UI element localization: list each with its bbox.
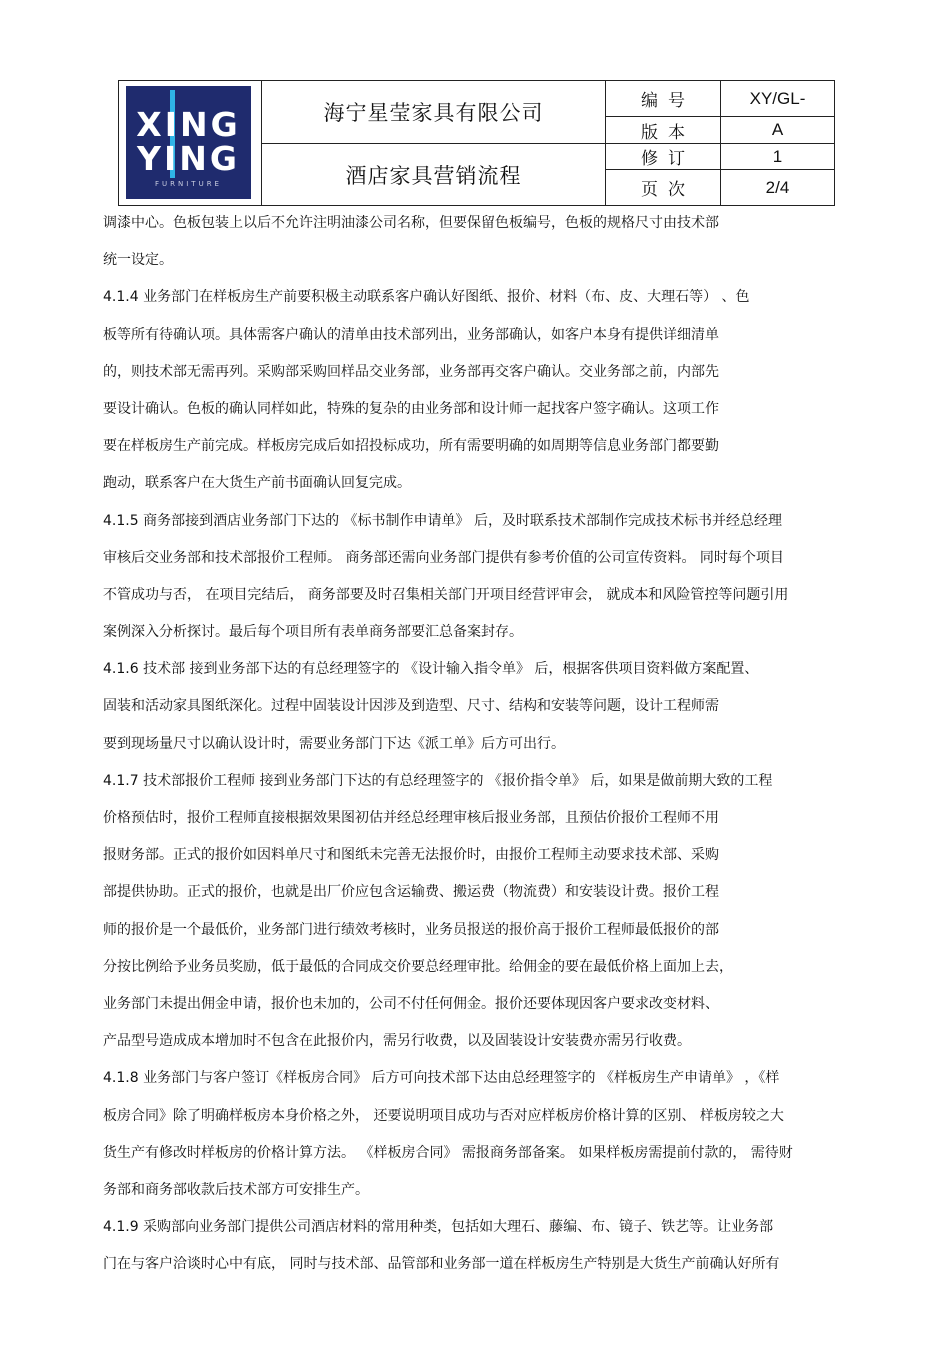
logo-cell xyxy=(119,81,262,205)
document-title: 酒店家具营销流程 xyxy=(262,144,606,205)
text-line: 部提供协助。正式的报价，也就是出厂价应包含运输费、搬运费（物流费）和安装设计费。报价工程 xyxy=(103,884,719,901)
text-line: 要在样板房生产前完成。样板房完成后如招投标成功，所有需要明确的如周期等信息业务部门都要勤 xyxy=(103,438,719,455)
logo-subtitle: FURNITURE xyxy=(154,180,222,188)
text-line: 固装和活动家具图纸深化。过程中固装设计因涉及到造型、尺寸、结构和安装等问题，设计工程师需 xyxy=(103,698,719,715)
company-name: 海宁星莹家具有限公司 xyxy=(262,81,606,144)
text-line: 4.1.5 商务部接到酒店业务部门下达的 《标书制作申请单》 后，及时联系技术部制作完成技术标书并经总经理 xyxy=(103,512,782,529)
meta-row-revision xyxy=(606,144,834,170)
document-header-table xyxy=(118,80,835,206)
logo-line-1: XING xyxy=(136,105,241,144)
meta-row-version xyxy=(606,117,834,144)
meta-label: 修订 xyxy=(606,144,721,169)
logo-line-2: YING xyxy=(137,139,240,178)
text-line: 报财务部。正式的报价如因料单尺寸和图纸未完善无法报价时，由报价工程师主动要求技术部、采购 xyxy=(103,847,719,864)
text-line: 价格预估时，报价工程师直接根据效果图初估并经总经理审核后报业务部，且预估价报价工程师不用 xyxy=(103,810,719,826)
text-line: 调漆中心。色板包装上以后不允许注明油漆公司名称，但要保留色板编号，色板的规格尺寸由技术部 xyxy=(103,215,719,231)
text-line: 跑动，联系客户在大货生产前书面确认回复完成。 xyxy=(103,475,411,492)
meta-value: 1 xyxy=(772,146,783,166)
meta-label: 编号 xyxy=(606,81,721,116)
text-line: 货生产有修改时样板房的价格计算方法。 《样板房合同》 需报商务部备案。 如果样板房需提前付款的， 需待财 xyxy=(103,1144,793,1161)
document-meta xyxy=(606,81,834,205)
text-line: 门在与客户洽谈时心中有底， 同时与技术部、品管部和业务部一道在样板房生产特别是大货生产前确认好所有 xyxy=(103,1256,780,1273)
text-line: 要设计确认。色板的确认同样如此，特殊的复杂的由业务部和设计师一起找客户签字确认。这项工作 xyxy=(103,400,719,417)
text-line: 务部和商务部收款后技术部方可安排生产。 xyxy=(103,1181,369,1198)
text-line: 的，则技术部无需再列。采购部采购回样品交业务部，业务部再交客户确认。交业务部之前，内部先 xyxy=(103,363,719,380)
meta-label: 版本 xyxy=(606,117,721,143)
text-line: 统一设定。 xyxy=(103,252,173,269)
logo-letters xyxy=(126,105,251,178)
text-line: 案例深入分析探讨。最后每个项目所有表单商务部要汇总备案封存。 xyxy=(103,624,523,641)
text-line: 4.1.8 业务部门与客户签订《样板房合同》 后方可向技术部下达由总经理签字的 《样板房生产申请单》 ，《样 xyxy=(103,1070,780,1087)
text-line: 业务部门未提出佣金申请，报价也未加的，公司不付任何佣金。报价还要体现因客户要求改变材料、 xyxy=(103,995,719,1012)
text-line: 师的报价是一个最低价，业务部门进行绩效考核时，业务员报送的报价高于报价工程师最低报价的部 xyxy=(103,921,719,938)
meta-row-page xyxy=(606,170,834,205)
document-body xyxy=(103,208,848,1286)
meta-value: 2/4 xyxy=(765,177,790,197)
meta-value: XY/GL- xyxy=(749,88,806,108)
text-line: 产品型号造成成本增加时不包含在此报价内，需另行收费，以及固装设计安装费亦需另行收费。 xyxy=(103,1033,691,1050)
meta-value: A xyxy=(771,120,784,139)
meta-row-number xyxy=(606,81,834,117)
text-line: 板等所有待确认项。具体需客户确认的清单由技术部列出，业务部确认，如客户本身有提供详细清单 xyxy=(103,326,719,343)
text-line: 要到现场量尺寸以确认设计时，需要业务部门下达《派工单》后方可出行。 xyxy=(103,735,565,752)
text-line: 4.1.4 业务部门在样板房生产前要积极主动联系客户确认好图纸、报价、材料（布、皮、大理石等） 、色 xyxy=(103,289,750,306)
text-line: 4.1.7 技术部报价工程师 接到业务部门下达的有总经理签字的 《报价指令单》 后，如果是做前期大致的工程 xyxy=(103,772,773,789)
text-line: 审核后交业务部和技术部报价工程师。 商务部还需向业务部门提供有参考价值的公司宣传资料。 同时每个项目 xyxy=(103,549,784,566)
text-line: 不管成功与否， 在项目完结后， 商务部要及时召集相关部门开项目经营评审会， 就成本和风险管控等问题引用 xyxy=(103,586,789,603)
text-line: 4.1.9 采购部向业务部门提供公司酒店材料的常用种类，包括如大理石、藤编、布、镜子、铁艺等。让业务部 xyxy=(103,1219,774,1236)
text-line: 分按比例给予业务员奖励，低于最低的合同成交价要总经理审批。给佣金的要在最低价格上面加上去， xyxy=(103,958,733,975)
company-logo xyxy=(126,86,251,199)
text-line: 板房合同》除了明确样板房本身价格之外， 还要说明项目成功与否对应样板房价格计算的区别、 样板房较之大 xyxy=(103,1107,784,1124)
text-line: 4.1.6 技术部 接到业务部下达的有总经理签字的 《设计输入指令单》 后，根据客供项目资料做方案配置、 xyxy=(103,661,759,678)
meta-label: 页次 xyxy=(606,170,721,205)
